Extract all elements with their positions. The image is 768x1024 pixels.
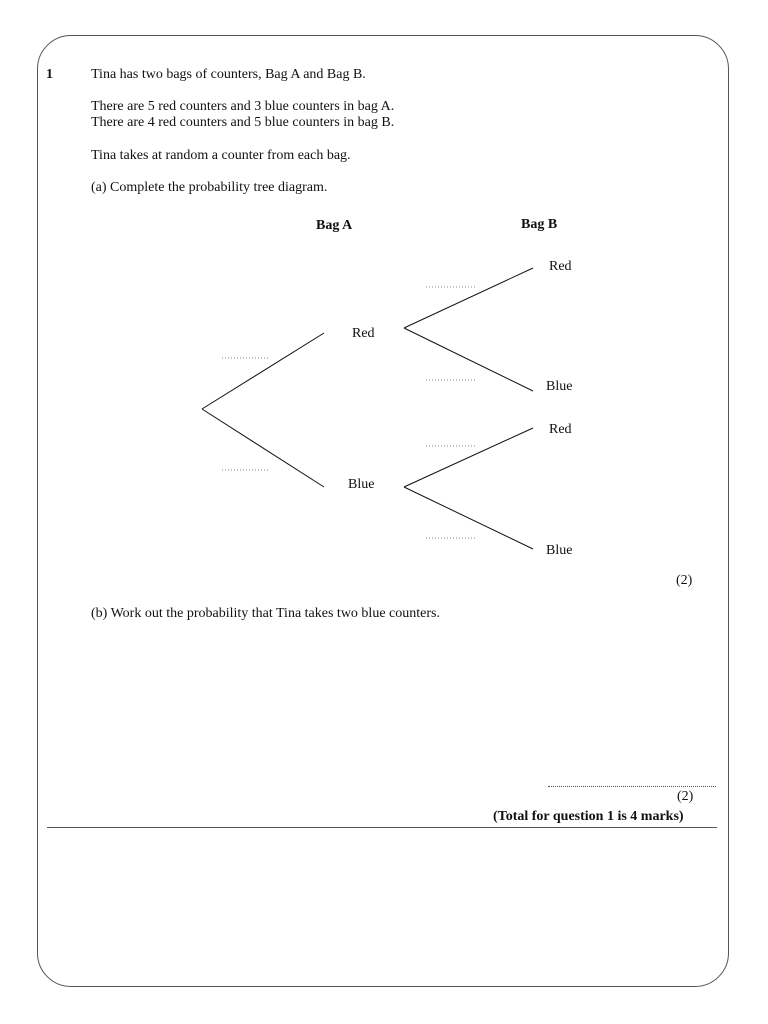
part-b-prompt: (b) Work out the probability that Tina takes two blue counters. — [91, 606, 440, 621]
branch-red-red — [404, 268, 533, 328]
divider-rule — [47, 827, 717, 828]
draw-statement: Tina takes at random a counter from each bag. — [91, 148, 351, 163]
branch-a-blue — [202, 409, 324, 487]
outcome-b-blue-top: Blue — [546, 379, 573, 394]
bag-b-contents: There are 4 red counters and 5 blue counters in bag B. — [91, 115, 395, 130]
part-b-marks: (2) — [677, 789, 694, 804]
question-intro: Tina has two bags of counters, Bag A and Bag B. — [91, 67, 366, 82]
outcome-b-blue-bottom: Blue — [546, 543, 573, 558]
branch-blue-red — [404, 428, 533, 487]
branch-red-blue — [404, 328, 533, 391]
bag-a-header: Bag A — [316, 218, 353, 233]
outcome-a-red: Red — [352, 326, 375, 341]
part-a-prompt: (a) Complete the probability tree diagram. — [91, 180, 328, 195]
part-b-answer-line[interactable] — [548, 786, 716, 787]
bag-a-contents: There are 5 red counters and 3 blue counters in bag A. — [91, 99, 395, 114]
branch-a-red — [202, 333, 324, 409]
outcome-b-red-top: Red — [549, 259, 572, 274]
bag-b-header: Bag B — [521, 217, 558, 232]
branch-blue-blue — [404, 487, 533, 549]
question-number: 1 — [46, 67, 53, 82]
outcome-a-blue: Blue — [348, 477, 375, 492]
part-a-marks: (2) — [676, 573, 693, 588]
outcome-b-red-bottom: Red — [549, 422, 572, 437]
total-marks: (Total for question 1 is 4 marks) — [493, 809, 684, 824]
